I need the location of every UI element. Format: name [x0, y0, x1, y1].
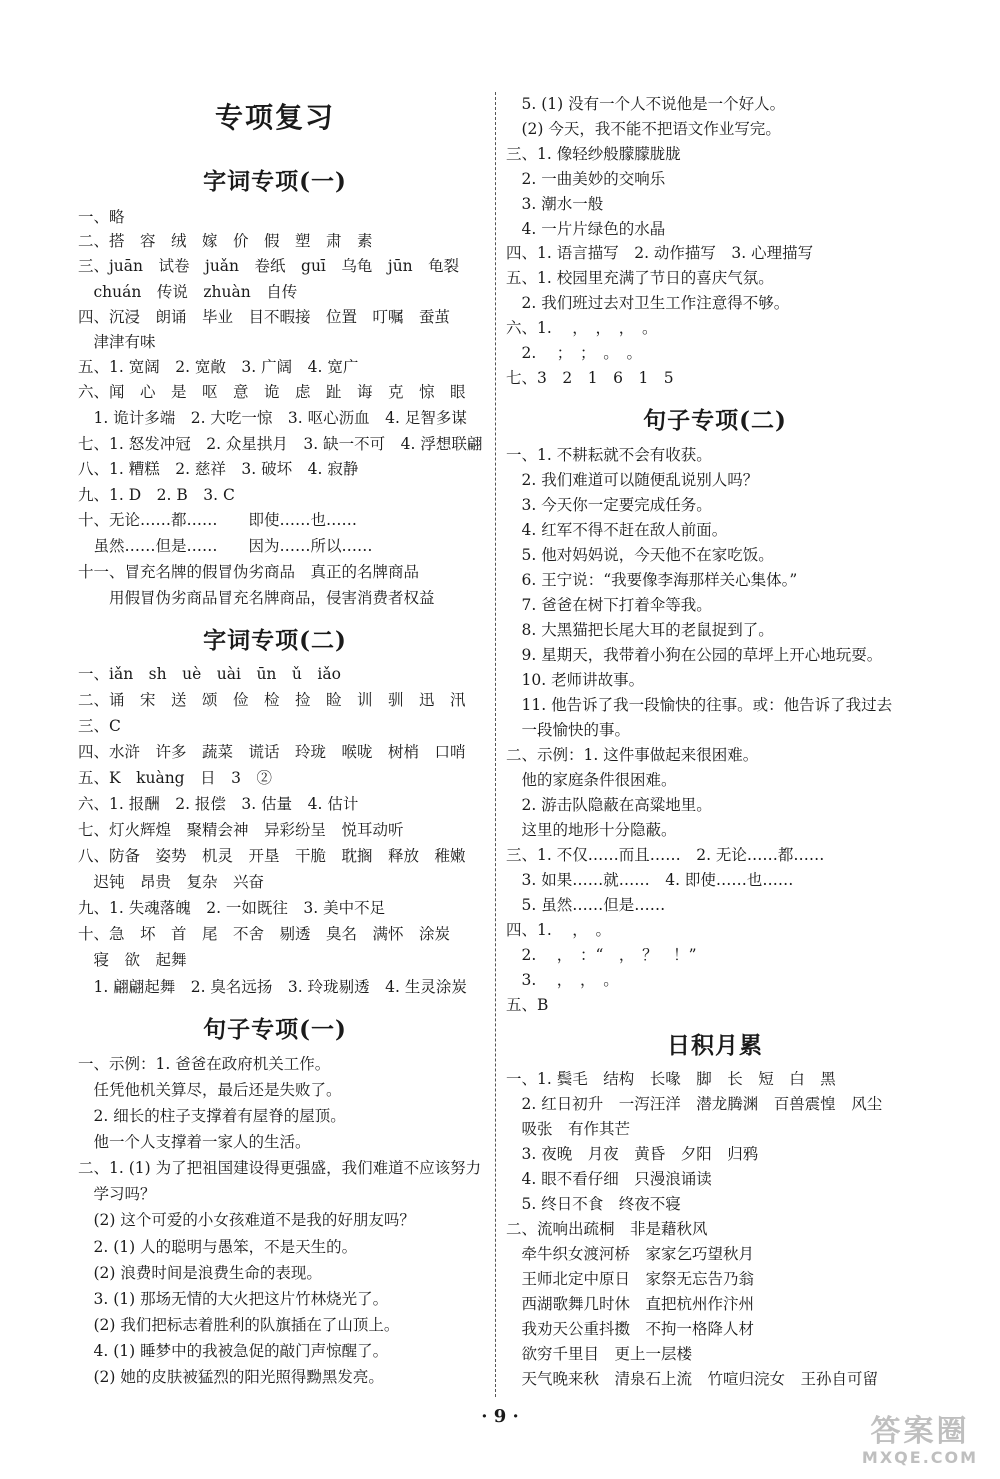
answer-line: 一段愉快的事。 — [506, 721, 631, 739]
answer-line: 二、搭 容 绒 嫁 价 假 塑 肃 素 — [78, 232, 373, 250]
answer-line: 2. 细长的柱子支撑着有屋脊的屋顶。 — [78, 1107, 346, 1125]
answer-line: 十一、冒充名牌的假冒伪劣商品 真正的名牌商品 — [78, 563, 420, 581]
answer-line: 十、无论……都…… 即使……也…… — [78, 511, 358, 529]
page-title: 专项复习 — [214, 101, 335, 134]
answer-line: 5. 虽然……但是…… — [506, 896, 666, 914]
answer-line: 迟钝 昂贵 复杂 兴奋 — [78, 873, 265, 891]
answer-line: 西湖歌舞几时休 直把杭州作汴州 — [506, 1295, 755, 1313]
answer-line: 4. 一片片绿色的水晶 — [506, 220, 666, 238]
answer-line: chuán 传说 zhuàn 自传 — [78, 283, 298, 301]
answer-line: 3. 夜晚 月夜 黄昏 夕阳 归鸦 — [506, 1145, 759, 1163]
answer-line: 二、流响出疏桐 非是藉秋风 — [506, 1220, 708, 1238]
section-title-juzi-2: 句子专项(二) — [643, 407, 787, 434]
watermark-domain: MXQE.COM — [861, 1448, 979, 1467]
section-title-ciyu-1: 字词专项(一) — [203, 168, 347, 195]
answer-line: 1. 翩翩起舞 2. 臭名远扬 3. 玲珑剔透 4. 生灵涂炭 — [78, 978, 467, 996]
section-title-ciyu-2: 字词专项(二) — [203, 627, 347, 654]
answer-line: 三、juān 试卷 juǎn 卷纸 guī 乌龟 jūn 龟裂 — [78, 257, 460, 275]
answer-line: 十、急 坏 首 尾 不舍 剔透 臭名 满怀 涂炭 — [78, 925, 451, 943]
answer-line: (2) 浪费时间是浪费生命的表现。 — [78, 1264, 322, 1282]
answer-line: 虽然……但是…… 因为……所以…… — [78, 537, 373, 555]
answer-line: 四、沉浸 朗诵 毕业 目不暇接 位置 叮嘱 蚕茧 — [78, 308, 451, 326]
answer-line: 五、B — [506, 996, 549, 1014]
answer-line: 五、1. 校园里充满了节日的喜庆气氛。 — [506, 269, 774, 287]
answer-line: 5. 终日不食 终夜不寝 — [506, 1195, 681, 1213]
answer-line: 牵牛织女渡河桥 家家乞巧望秋月 — [506, 1245, 755, 1263]
answer-line: 2. 一曲美妙的交响乐 — [506, 170, 666, 188]
answer-line: 他的家庭条件很困难。 — [506, 771, 677, 789]
answer-line: 2. (1) 人的聪明与愚笨，不是天生的。 — [78, 1238, 358, 1256]
answer-line: 4. 眼不看仔细 只漫浪诵读 — [506, 1170, 712, 1188]
answer-line: 2. 游击队隐蔽在高粱地里。 — [506, 796, 712, 814]
answer-line: 一、iǎn sh uè uài ūn ǔ iǎo — [78, 665, 341, 683]
answer-line: (2) 我们把标志着胜利的队旗插在了山顶上。 — [78, 1316, 400, 1334]
answer-line: 3. (1) 那场无情的大火把这片竹林烧光了。 — [78, 1290, 389, 1308]
answer-line: 1. 诡计多端 2. 大吃一惊 3. 呕心沥血 4. 足智多谋 — [78, 409, 467, 427]
answer-line: 11. 他告诉了我一段愉快的往事。或：他告诉了我过去 — [506, 696, 893, 714]
answer-line: 学习吗？ — [78, 1185, 156, 1203]
page-number: · 9 · — [481, 1406, 519, 1427]
answer-line: 寝 欲 起舞 — [78, 951, 187, 969]
answer-line: 七、灯火辉煌 聚精会神 异彩纷呈 悦耳动听 — [78, 821, 404, 839]
answer-line: 9. 星期天，我带着小狗在公园的草坪上开心地玩耍。 — [506, 646, 883, 664]
answer-line: 这里的地形十分隐蔽。 — [506, 821, 677, 839]
answer-line: 五、1. 宽阔 2. 宽敞 3. 广阔 4. 宽广 — [78, 358, 359, 376]
answer-line: 欲穷千里目 更上一层楼 — [506, 1345, 693, 1363]
answer-line: 四、水浒 许多 蔬菜 谎话 玲珑 喉咙 树梢 口哨 — [78, 743, 466, 761]
answer-line: 六、闻 心 是 呕 意 诡 虑 趾 诲 克 惊 眼 — [78, 383, 466, 401]
answer-line: 2. ， ：“ ， ？ ！” — [506, 946, 697, 964]
answer-line: 用假冒伪劣商品冒充名牌商品，侵害消费者权益 — [78, 589, 435, 607]
answer-line: 10. 老师讲故事。 — [506, 671, 645, 689]
answer-line: 四、1. ， 。 — [506, 921, 611, 939]
answer-line: 七、1. 怒发冲冠 2. 众星拱月 3. 缺一不可 4. 浮想联翩 — [78, 435, 483, 453]
answer-line: 一、1. 不耕耘就不会有收获。 — [506, 446, 712, 464]
answer-line: 4. 红军不得不赶在敌人前面。 — [506, 521, 728, 539]
answer-line: 二、1. (1) 为了把祖国建设得更强盛，我们难道不应该努力 — [78, 1159, 482, 1177]
answer-line: 2. 红日初升 一泻汪洋 潜龙腾渊 百兽震惶 风尘 — [506, 1095, 883, 1113]
answer-line: 津津有味 — [78, 333, 156, 351]
answer-line: 三、C — [78, 717, 121, 735]
answer-line: 六、1. 报酬 2. 报偿 3. 估量 4. 估计 — [78, 795, 359, 813]
answer-line: (2) 这个可爱的小女孩难道不是我的好朋友吗？ — [78, 1211, 415, 1229]
answer-line: 2. ； ； 。 。 — [506, 344, 642, 362]
answer-line: 三、1. 像轻纱般朦朦胧胧 — [506, 145, 681, 163]
answer-line: 八、防备 姿势 机灵 开垦 干脆 耽搁 释放 稚嫩 — [78, 847, 466, 865]
section-title-riji-yuelei: 日积月累 — [667, 1032, 763, 1059]
answer-line: 他一个人支撑着一家人的生活。 — [78, 1133, 311, 1151]
answer-line: 九、1. 失魂落魄 2. 一如既往 3. 美中不足 — [78, 899, 386, 917]
answer-line: 七、3 2 1 6 1 5 — [506, 369, 674, 387]
answer-line: 天气晚来秋 清泉石上流 竹喧归浣女 王孙自可留 — [506, 1370, 879, 1388]
answer-line: 5. 他对妈妈说，今天他不在家吃饭。 — [506, 546, 774, 564]
watermark-logo-text: 答案圈 — [870, 1414, 970, 1449]
answer-line: 三、1. 不仅……而且…… 2. 无论……都…… — [506, 846, 825, 864]
answer-line: (2) 今天，我不能不把语文作业写完。 — [506, 120, 781, 138]
answer-line: (2) 她的皮肤被猛烈的阳光照得黝黑发亮。 — [78, 1368, 384, 1386]
answer-line: 5. (1) 没有一个人不说他是一个好人。 — [506, 95, 786, 113]
column-divider — [495, 92, 496, 1397]
answer-line: 3. 如果……就…… 4. 即使……也…… — [506, 871, 794, 889]
answer-line: 吸张 有作其芒 — [506, 1120, 631, 1138]
answer-line: 4. (1) 睡梦中的我被急促的敲门声惊醒了。 — [78, 1342, 389, 1360]
answer-line: 6. 王宁说：“我要像李海那样关心集体。” — [506, 571, 798, 589]
answer-line: 四、1. 语言描写 2. 动作描写 3. 心理描写 — [506, 244, 814, 262]
answer-line: 九、1. D 2. B 3. C — [78, 486, 235, 504]
section-title-juzi-1: 句子专项(一) — [203, 1016, 347, 1043]
site-watermark — [850, 1415, 990, 1471]
answer-line: 3. 潮水一般 — [506, 195, 604, 213]
answer-line: 二、诵 宋 送 颂 俭 检 捡 睑 训 驯 迅 汛 — [78, 691, 466, 709]
answer-line: 3. ， ， 。 — [506, 971, 619, 989]
answer-line: 7. 爸爸在树下打着伞等我。 — [506, 596, 712, 614]
answer-line: 8. 大黑猫把长尾大耳的老鼠捉到了。 — [506, 621, 774, 639]
answer-line: 任凭他机关算尽，最后还是失败了。 — [78, 1081, 342, 1099]
answer-line: 2. 我们难道可以随便乱说别人吗？ — [506, 471, 759, 489]
answer-line: 一、示例：1. 爸爸在政府机关工作。 — [78, 1055, 331, 1073]
answer-line: 我劝天公重抖擞 不拘一格降人材 — [506, 1320, 755, 1338]
answer-line: 王师北定中原日 家祭无忘告乃翁 — [506, 1270, 755, 1288]
answer-line: 六、1. ， ， ， 。 — [506, 319, 658, 337]
answer-line: 一、1. 鬓毛 结构 长喙 脚 长 短 白 黑 — [506, 1070, 836, 1088]
answer-line: 五、K kuàng 日 3 ② — [78, 769, 272, 787]
answer-line: 2. 我们班过去对卫生工作注意得不够。 — [506, 294, 790, 312]
answer-line: 一、略 — [78, 208, 125, 226]
answer-line: 二、示例：1. 这件事做起来很困难。 — [506, 746, 759, 764]
answer-line: 八、1. 糟糕 2. 慈祥 3. 破坏 4. 寂静 — [78, 460, 359, 478]
answer-line: 3. 今天你一定要完成任务。 — [506, 496, 712, 514]
